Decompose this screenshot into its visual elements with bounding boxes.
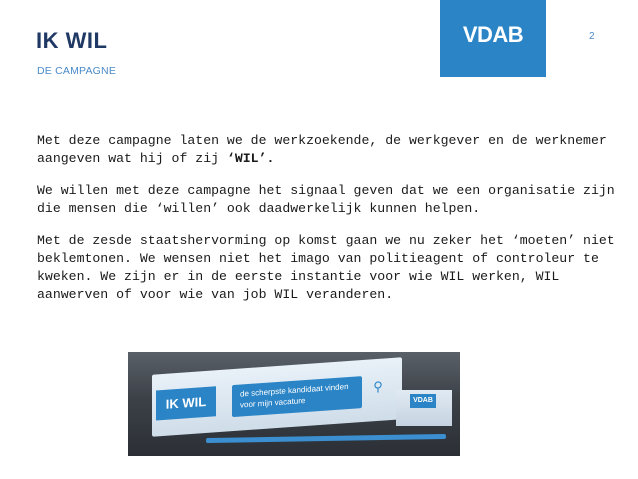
paragraph-1-text: Met deze campagne laten we de werkzoekende, de werkgever en de werknemer aangeven wat hij of zij [37,133,607,166]
campaign-box [152,357,402,436]
paragraph-1 [37,132,617,168]
page-subtitle: DE CAMPAGNE [37,65,117,77]
search-icon: ⚲ [373,378,383,395]
paragraph-1-bold: ‘WIL’. [226,151,275,166]
campaign-photo [128,352,460,456]
small-box-logo: VDAB [410,394,436,408]
page-title: IK WIL [36,28,108,53]
box-label: IK WIL [156,386,216,420]
box-tagline: de scherpste kandidaat vinden voor mijn vacature [232,376,362,417]
page-number: 2 [589,31,595,42]
logo-text: VDAB [462,22,524,47]
paragraph-3: Met de zesde staatshervorming op komst gaan we nu zeker het ‘moeten’ niet beklemtonen. We wensen niet het imago van politieagent of controleur te kweken. We zijn er in de eerste instantie voor wie WIL werken, WIL aanwerven of voor wie van job WIL veranderen. [37,233,615,302]
paragraph-2: We willen met deze campagne het signaal geven dat we een organisatie zijn die mensen die ‘willen’ ook daadwerkelijk kunnen helpen. [37,183,615,216]
vdab-logo [440,0,546,77]
small-box [396,390,452,426]
pencil [206,434,446,443]
body-text [37,132,617,318]
